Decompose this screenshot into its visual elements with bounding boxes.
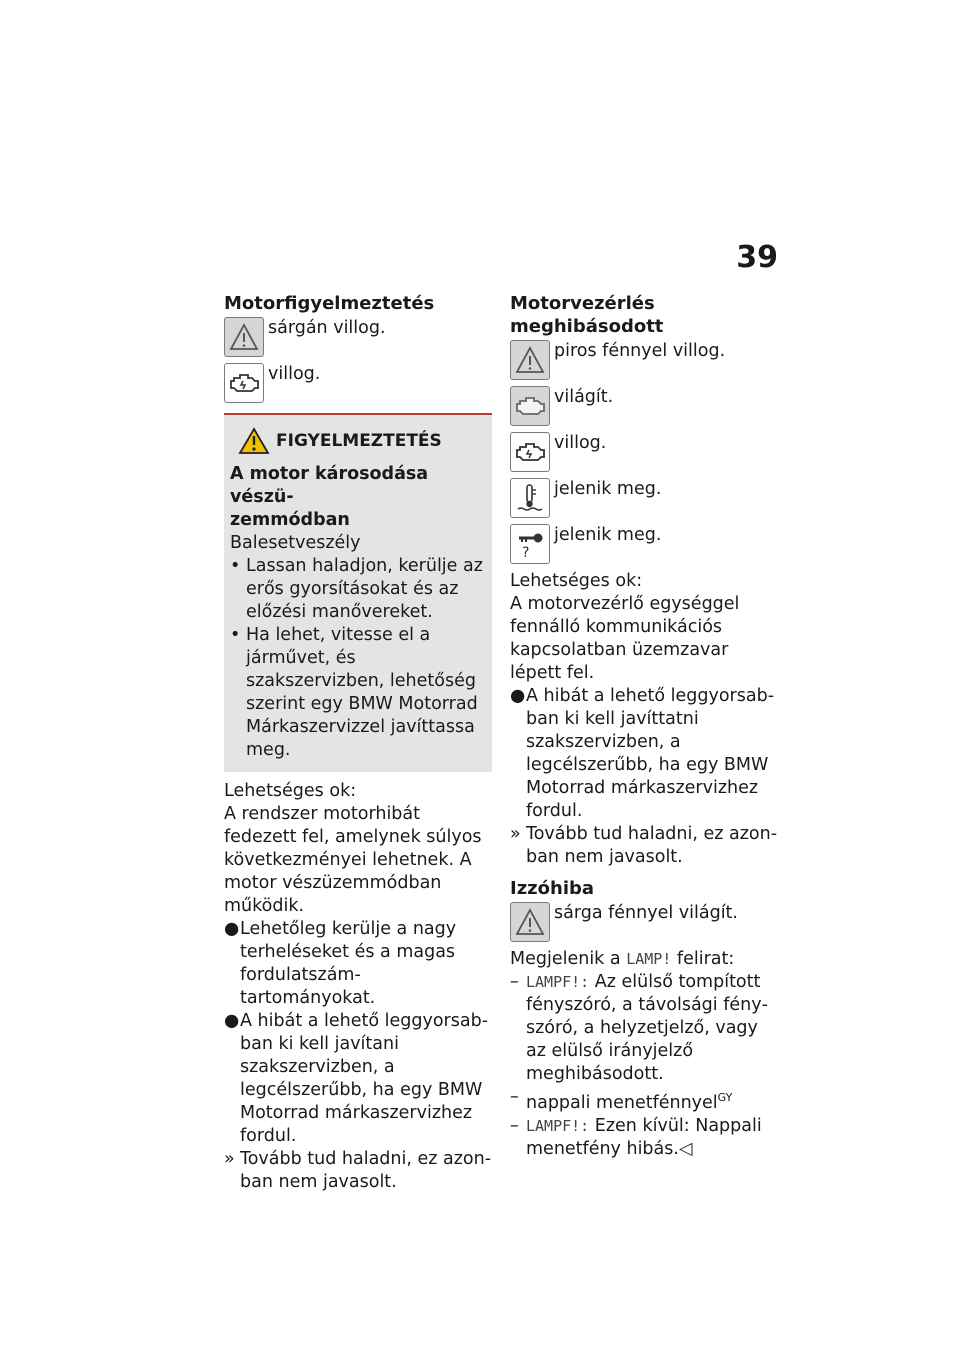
warning-triangle-icon bbox=[224, 317, 264, 357]
indicator-row-1 bbox=[224, 317, 492, 357]
indicator-row-6 bbox=[510, 902, 782, 942]
warning-box bbox=[224, 413, 492, 772]
heading-engine-warning: Motorfigyelmeztetés bbox=[224, 293, 435, 314]
list-item: ● A hibát a lehető leggyorsabban ki kell javítani szakszervizben, a legcélszerűbb, ha egy BMW Motorrad márkaszervizhez fordul. bbox=[224, 1011, 489, 1146]
engine-icon bbox=[510, 432, 550, 472]
warning-triangle-icon bbox=[510, 340, 550, 380]
engine-icon bbox=[224, 363, 264, 403]
message-line: Megjelenik a LAMP! felirat: bbox=[510, 949, 735, 969]
indicator-text: sárgán villog. bbox=[268, 318, 386, 338]
indicator-row-2 bbox=[224, 363, 492, 403]
warning-header bbox=[238, 427, 486, 455]
thermometer-icon bbox=[510, 478, 550, 518]
indicator-text: piros fénnyel villog. bbox=[554, 341, 726, 361]
indicator-text: sárga fénnyel világít. bbox=[554, 903, 738, 923]
list-item: – LAMPF!: Az elülső tompított fényszóró, a távolsági fényszóró, a helyzetjelző, vagy az elülső irányjelző meghibásodott. bbox=[510, 972, 768, 1084]
indicator-text: jelenik meg. bbox=[554, 525, 662, 545]
heading-bulb-fault: Izzóhiba bbox=[510, 878, 595, 899]
cause-text: A motorvezérlő egységgel fennálló kommunikációs kapcsolatban üzemzavar lépett fel. bbox=[510, 594, 740, 683]
key-icon bbox=[510, 524, 550, 564]
result-item: » Tovább tud haladni, ez azonban nem javasolt. bbox=[224, 1149, 492, 1192]
heading-engine-control-fault: Motorvezérlés meghibásodott bbox=[510, 293, 664, 337]
indicator-text: világít. bbox=[554, 387, 614, 407]
engine-icon bbox=[510, 386, 550, 426]
indicator-row-2 bbox=[510, 386, 782, 426]
indicator-text: villog. bbox=[554, 433, 607, 453]
list-item: • Lassan haladjon, kerülje az erős gyorsításokat és az előzési manővereket. bbox=[230, 556, 483, 622]
svg-text:?: ? bbox=[522, 545, 530, 559]
page-number: 39 bbox=[736, 240, 778, 275]
indicator-row-1 bbox=[510, 340, 782, 380]
list-item: ● A hibát a lehető leggyorsabban ki kell javíttatni szakszervizben, a legcélszerűbb, ha egy BMW Motorrad márkaszervizhez fordul. bbox=[510, 686, 775, 821]
cause-label: Lehetséges ok: bbox=[510, 571, 643, 591]
warning-title-line1: A motor károsodása vészü- bbox=[230, 464, 429, 507]
warning-triangle-icon bbox=[238, 427, 270, 455]
indicator-text: villog. bbox=[268, 364, 321, 384]
end-mark-icon: ◁ bbox=[678, 1138, 693, 1159]
list-item: • Ha lehet, vitesse el a járművet, és szakszervizben, lehetőség szerint egy BMW Motorrad Márkaszervizzel javíttassa meg. bbox=[230, 625, 478, 760]
left-column bbox=[224, 292, 492, 1194]
warning-label: FIGYELMEZTETÉS bbox=[276, 430, 442, 451]
cause-text: A rendszer motorhibát fedezett fel, amelynek súlyos következményei lehetnek. A motor vészüzemmódban működik. bbox=[224, 804, 482, 916]
indicator-row-4 bbox=[510, 478, 782, 518]
indicator-text: jelenik meg. bbox=[554, 479, 662, 499]
result-item: » Tovább tud haladni, ez azonban nem javasolt. bbox=[510, 824, 778, 867]
list-item: – LAMPF!: Ezen kívül: Nappali menetfény hibás.◁ bbox=[510, 1115, 762, 1159]
message-code: LAMP! bbox=[626, 950, 672, 968]
warning-title-line2: zemmódban bbox=[230, 510, 350, 530]
warning-subtitle: Balesetveszély bbox=[230, 533, 361, 553]
warning-triangle-icon bbox=[510, 902, 550, 942]
list-item: ● Lehetőleg kerülje a nagy terheléseket és a magas fordulatszám-tartományokat. bbox=[224, 919, 457, 1008]
indicator-row-5 bbox=[510, 524, 782, 564]
indicator-row-3 bbox=[510, 432, 782, 472]
cause-label: Lehetséges ok: bbox=[224, 781, 357, 801]
list-item: – nappali menetfénnyel$^{GY}$ bbox=[510, 1087, 733, 1113]
right-column bbox=[510, 292, 782, 1161]
